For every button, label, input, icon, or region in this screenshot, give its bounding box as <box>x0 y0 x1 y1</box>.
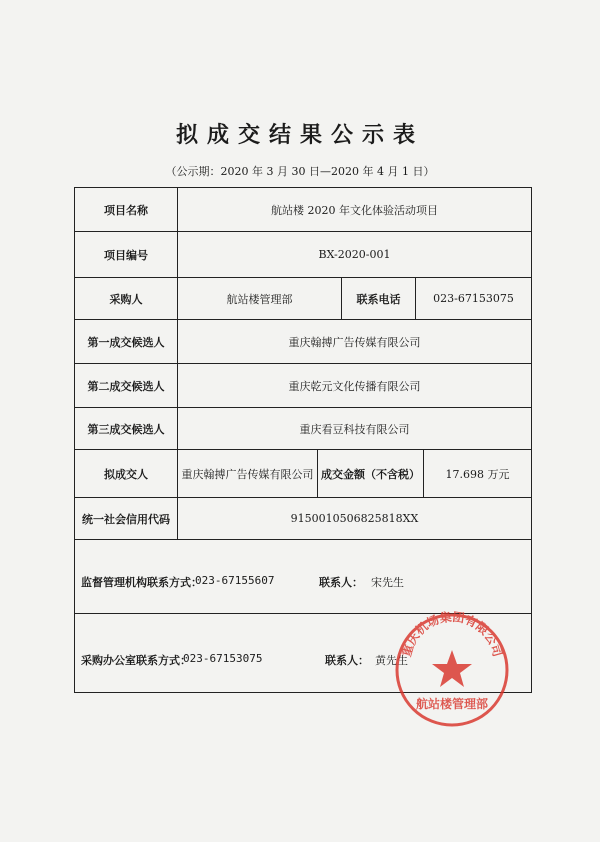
row-project-no <box>75 232 531 278</box>
row-supervision-contact <box>75 540 531 614</box>
buyer-phone-value: 023-67153075 <box>415 278 531 319</box>
second-candidate-label: 第二成交候选人 <box>87 379 165 393</box>
row-project-name <box>75 188 531 232</box>
supervision-label: 监督管理机构联系方式： <box>81 576 202 589</box>
row-first-candidate <box>75 320 531 364</box>
amount-label: 成交金额（不含税） <box>317 450 423 497</box>
second-candidate-value: 重庆乾元文化传播有限公司 <box>177 364 531 407</box>
office-label: 采购办公室联系方式： <box>81 654 191 667</box>
first-candidate-value: 重庆翰搏广告传媒有限公司 <box>177 320 531 363</box>
third-candidate-value: 重庆看豆科技有限公司 <box>177 408 531 449</box>
project-name-label: 项目名称 <box>104 203 148 217</box>
credit-code-value: 9150010506825818XX <box>177 498 531 539</box>
supervision-contact-name: 宋先生 <box>371 576 404 589</box>
first-candidate-label: 第一成交候选人 <box>87 335 165 349</box>
buyer-phone-label: 联系电话 <box>341 278 415 319</box>
page-title: 拟成交结果公示表 <box>175 122 424 148</box>
official-seal <box>392 610 512 730</box>
row-winner <box>75 450 531 498</box>
supervision-phone: 023-67155607 <box>195 574 275 587</box>
seal-inner-text: 航站楼管理部 <box>415 697 489 711</box>
credit-code-label: 统一社会信用代码 <box>82 512 170 526</box>
project-no-value: BX-2020-001 <box>177 232 531 277</box>
project-no-label: 项目编号 <box>104 248 148 262</box>
publicity-period: （公示期：2020 年 3 月 30 日—2020 年 4 月 1 日） <box>165 165 435 178</box>
row-credit-code <box>75 498 531 540</box>
winner-value: 重庆翰搏广告传媒有限公司 <box>177 450 317 497</box>
winner-label: 拟成交人 <box>104 467 148 481</box>
buyer-label: 采购人 <box>109 292 143 306</box>
row-second-candidate <box>75 364 531 408</box>
supervision-contact-label: 联系人： <box>319 576 363 589</box>
third-candidate-label: 第三成交候选人 <box>87 422 165 436</box>
amount-value: 17.698 万元 <box>423 450 531 497</box>
row-third-candidate <box>75 408 531 450</box>
seal-outer-text: 重庆机场集团有限公司 <box>399 610 505 659</box>
row-buyer <box>75 278 531 320</box>
office-contact-name: 黄先生 <box>375 654 408 667</box>
office-phone: 023-67153075 <box>183 652 263 665</box>
office-contact-label: 联系人： <box>325 654 369 667</box>
seal-star-icon <box>432 650 472 687</box>
project-name-value: 航站楼 2020 年文化体验活动项目 <box>177 188 531 231</box>
buyer-value: 航站楼管理部 <box>177 278 341 319</box>
